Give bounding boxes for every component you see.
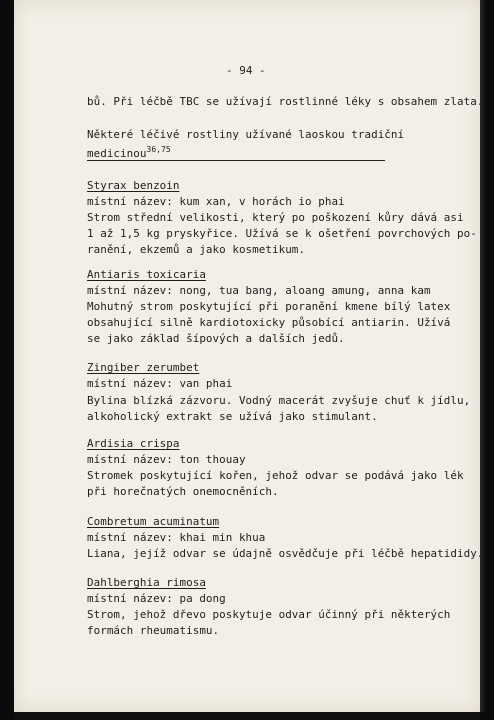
- plant-line: Strom střední velikosti, který po poškození kůry dává asi: [87, 211, 464, 224]
- plant-line: se jako základ šípových a dalších jedů.: [87, 332, 345, 345]
- plant-name-zingiber-zerumbet: Zingiber zerumbet: [87, 361, 200, 374]
- section-heading-line1: Některé léčivé rostliny užívané laoskou tradiční: [87, 128, 405, 141]
- section-heading-line2: [87, 142, 171, 161]
- plant-name-dahlberghia-rimosa: Dahlberghia rimosa: [87, 576, 206, 589]
- section-heading-rule: [87, 160, 385, 161]
- plant-name-combretum-acuminatum: Combretum acuminatum: [87, 515, 220, 528]
- plant-line: Strom, jehož dřevo poskytuje odvar účinný při některých: [87, 608, 451, 621]
- plant-name-antiaris-toxicaria: Antiaris toxicaria: [87, 268, 206, 281]
- plant-line: při horečnatých onemocněních.: [87, 485, 279, 498]
- section-heading-references: 36,75: [146, 145, 171, 154]
- plant-name-ardisia-crispa: Ardisia crispa: [87, 437, 180, 450]
- plant-line: místní název: kum xan, v horách io phai: [87, 195, 345, 208]
- page-bottom-edge: [14, 712, 480, 720]
- plant-line: formách rheumatismu.: [87, 624, 220, 637]
- plant-line: ranění, ekzemů a jako kosmetikum.: [87, 243, 306, 256]
- plant-name-styrax-benzoin: Styrax benzoin: [87, 179, 180, 192]
- plant-line: Liana, jejíž odvar se údajně osvědčuje při léčbě hepatididy.: [87, 547, 484, 560]
- plant-line: Mohutný strom poskytující při poranění kmene bílý latex: [87, 300, 451, 313]
- section-heading-text: medicinou: [87, 147, 147, 160]
- intro-line: bů. Při léčbě TBC se užívají rostlinné léky s obsahem zlata.: [87, 95, 484, 108]
- plant-line: obsahující silně kardiotoxicky působící antiarin. Užívá: [87, 316, 451, 329]
- plant-line: Bylina blízká zázvoru. Vodný macerát zvyšuje chuť k jídlu,: [87, 394, 471, 407]
- plant-line: 1 až 1,5 kg pryskyřice. Užívá se k ošetření povrchových po-: [87, 227, 477, 240]
- plant-line: místní název: ton thouay: [87, 453, 246, 466]
- plant-line: místní název: khai min khua: [87, 531, 266, 544]
- plant-line: místní název: nong, tua bang, aloang amung, anna kam: [87, 284, 431, 297]
- plant-line: alkoholický extrakt se užívá jako stimulant.: [87, 410, 378, 423]
- plant-line: místní název: pa dong: [87, 592, 226, 605]
- plant-line: Stromek poskytující kořen, jehož odvar se podává jako lék: [87, 469, 464, 482]
- plant-line: místní název: van phai: [87, 377, 233, 390]
- page-number: - 94 -: [226, 64, 266, 77]
